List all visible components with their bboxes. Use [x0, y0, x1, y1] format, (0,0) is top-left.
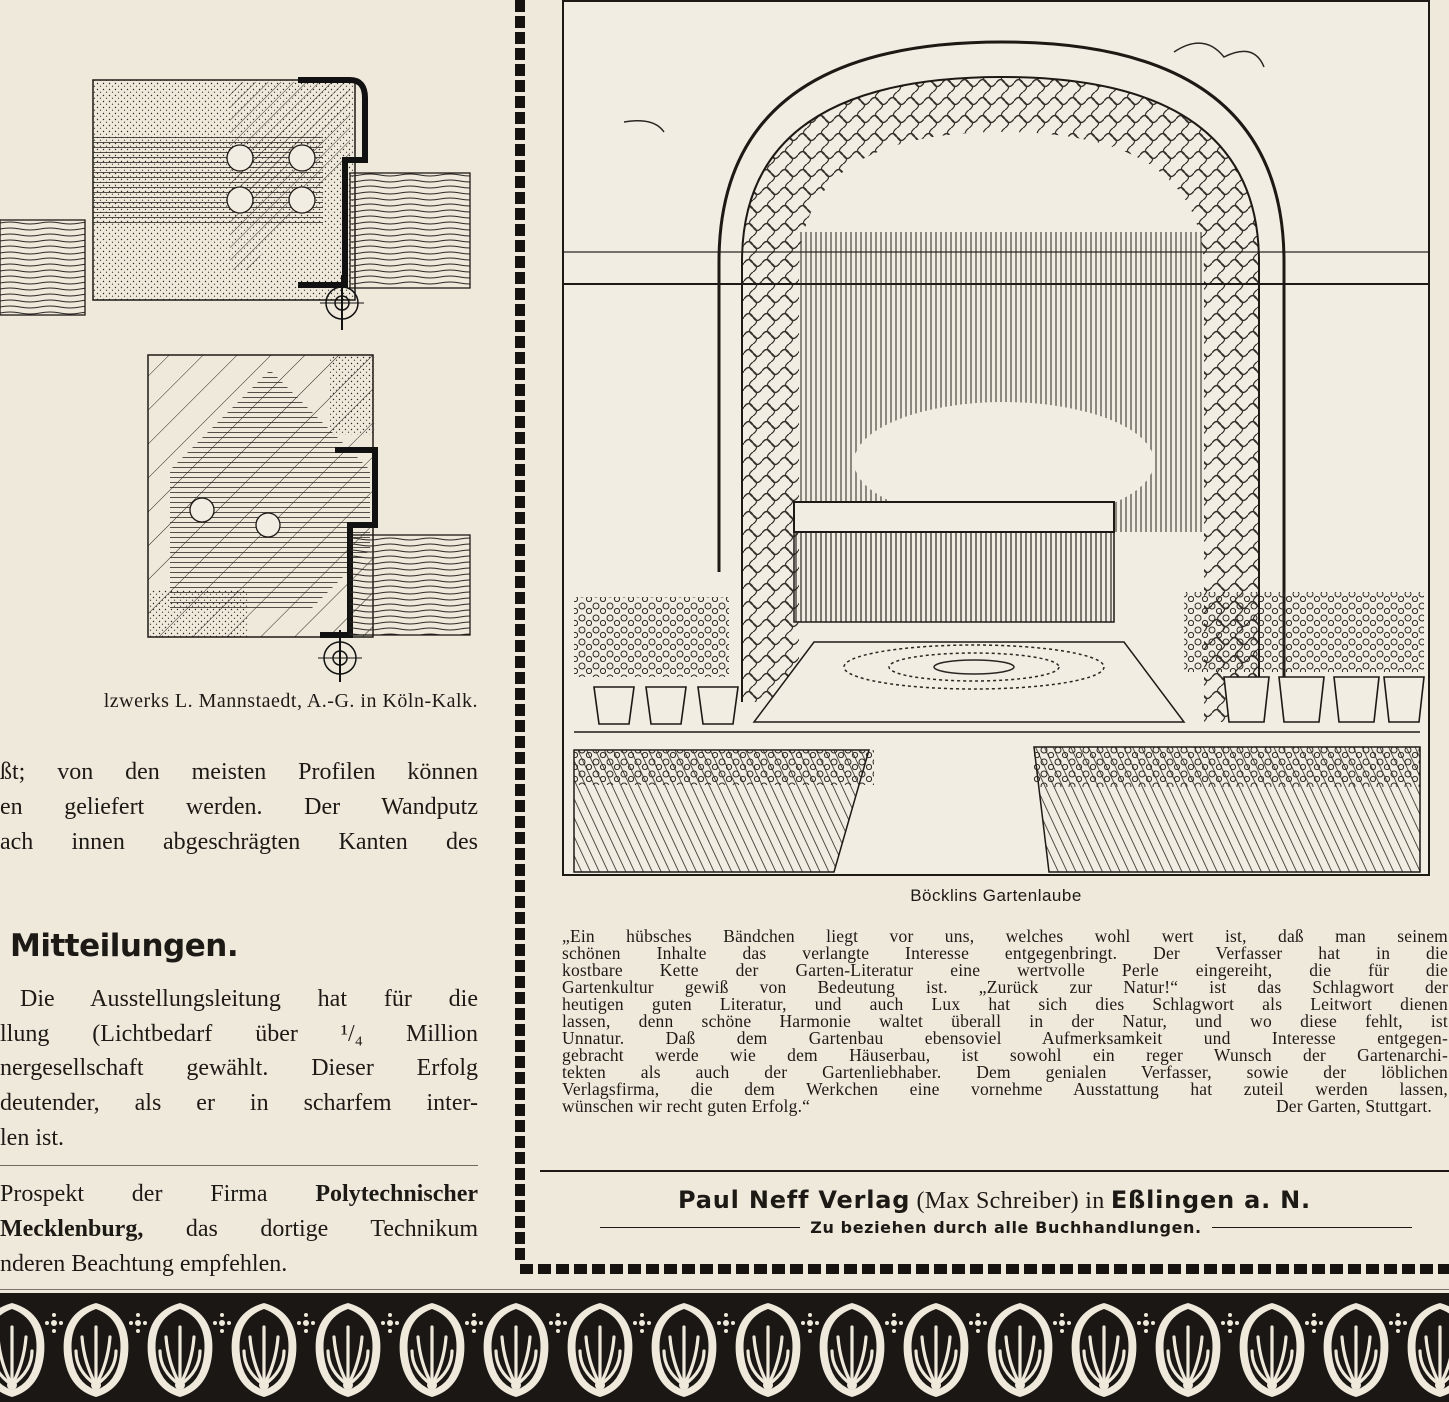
quote-source: Der Garten, Stuttgart.	[1275, 1096, 1432, 1116]
quote-line: Verlagsfirma, die dem Werkchen eine vornehme Ausstattung hat zuteil werden lassen,	[562, 1079, 1448, 1099]
paragraph-line: en geliefert werden. Der Wandputz	[0, 794, 478, 820]
window-profile-drawing-lower	[140, 350, 480, 685]
quote-line: gebracht werde wie dem Häuserbau, ist sowohl ein reger Wunsch der Gartenarchi-	[562, 1045, 1448, 1065]
quote-line: Gartenkultur gewiß von Bedeutung ist. „Zurück zur Natur!“ ist das Schlagwort der	[562, 977, 1448, 997]
section-heading: Mitteilungen.	[10, 928, 239, 964]
garden-arbor-drawing	[564, 2, 1430, 876]
announcement-line: deutender, als er in scharfem inter-	[0, 1090, 478, 1116]
paragraph-line: ßt; von den meisten Profilen können	[0, 759, 478, 785]
figure-caption: lzwerks L. Mannstaedt, A.-G. in Köln-Kalk.	[103, 690, 478, 712]
dotted-border-bottom	[520, 1264, 1449, 1274]
palmette-ornament-band	[0, 1293, 1449, 1402]
section-divider	[0, 1165, 478, 1166]
distribution-rule-right	[1212, 1227, 1412, 1229]
garden-arbor-illustration	[562, 0, 1430, 876]
paragraph-line: ach innen abgeschrägten Kanten des	[0, 829, 478, 855]
quote-closing: wünschen wir recht guten Erfolg.“	[562, 1096, 811, 1116]
quote-line: tekten als auch der Gartenliebhaber. Dem genialen Verfasser, sowie der löblichen	[562, 1062, 1448, 1082]
distribution-rule-left	[600, 1227, 800, 1229]
prospekt-line: Mecklenburg, das dortige Technikum	[0, 1216, 478, 1242]
quote-line: heutigen guten Literatur, und auch Lux hat sich dies Schlagwort als Leitwort dienen	[562, 994, 1448, 1014]
announcement-line: Die Ausstellungsleitung hat für die	[20, 986, 478, 1012]
quote-line: „Ein hübsches Bändchen liegt vor uns, welches wohl wert ist, daß man seinem	[562, 926, 1448, 946]
publisher-name: Paul Neff Verlag	[678, 1186, 911, 1214]
quote-line: Unnatur. Daß dem Gartenbau ebensoviel Aufmerksamkeit und Interesse entgegen-	[562, 1028, 1448, 1048]
announcement-line: llung (Lichtbedarf über ¹/₄ Million	[0, 1021, 478, 1047]
quote-line: schönen Inhalte das verlangte Interesse entgegenbringt. Der Verfasser hat in die	[562, 943, 1448, 963]
announcement-line: len ist.	[0, 1125, 64, 1151]
prospekt-line: nderen Beachtung empfehlen.	[0, 1251, 288, 1277]
prospekt-line: Prospekt der Firma Polytechnischer	[0, 1181, 478, 1207]
distribution-line	[600, 1218, 1412, 1237]
publisher-line	[540, 1186, 1449, 1215]
announcement-line: nergesellschaft gewählt. Dieser Erfolg	[0, 1055, 478, 1081]
ad-divider	[540, 1170, 1449, 1172]
distribution-text: Zu beziehen durch alle Buchhandlungen.	[810, 1218, 1202, 1237]
quote-line-final	[562, 1098, 1432, 1114]
quote-line: lassen, denn schöne Harmonie waltet überall in der Natur, und wo diese fehlt, ist	[562, 1011, 1448, 1031]
page-bottom-rule	[0, 1289, 1449, 1290]
window-profile-drawing-upper	[0, 70, 480, 335]
publisher-city: Eßlingen a. N.	[1110, 1186, 1311, 1214]
dotted-border-left	[515, 0, 525, 1262]
left-column	[0, 0, 505, 1290]
publisher-owner: (Max Schreiber) in	[910, 1188, 1111, 1214]
quote-line: kostbare Kette der Garten-Literatur eine wertvolle Perle eingereiht, die für die	[562, 960, 1448, 980]
illustration-caption: Böcklins Gartenlaube	[910, 886, 1082, 905]
